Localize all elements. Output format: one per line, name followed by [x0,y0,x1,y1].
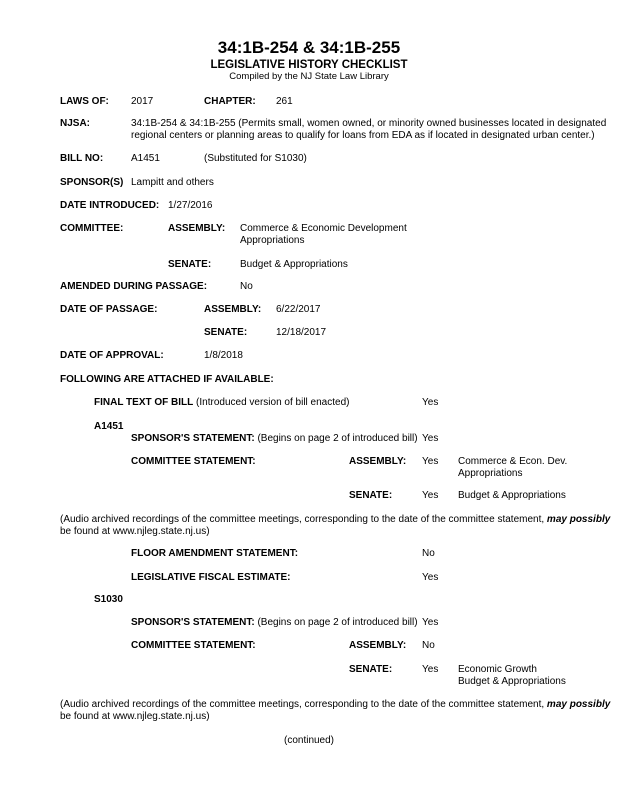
compiled-by: Compiled by the NJ State Law Library [229,71,389,82]
a1451-senate-value: Yes [422,490,439,501]
laws-of-label: LAWS OF: [60,96,109,107]
amended-label: AMENDED DURING PASSAGE: [60,281,208,292]
a1451-committee-label: COMMITTEE STATEMENT: [131,456,256,467]
passage-senate-label: SENATE: [204,327,248,338]
committee-assembly-line-1: Commerce & Economic Development [240,223,407,234]
a1451-sponsor-value: Yes [422,433,439,444]
a1451-assembly-label: ASSEMBLY: [349,456,407,467]
continued-footer: (continued) [283,735,335,746]
a1451-sponsor-label: SPONSOR'S STATEMENT: [131,433,255,444]
s1030-sponsor-value: Yes [422,617,439,628]
audio-note-2-line-2: be found at www.njleg.state.nj.us) [60,711,210,722]
final-text-value: Yes [422,397,439,408]
audio-note-2-text: (Audio archived recordings of the committee meetings, corresponding to the date of the committee statement, [60,699,547,710]
date-introduced-label: DATE INTRODUCED: [60,200,160,211]
njsa-line-2: regional centers or planning areas to qualify for loans from EDA as if located in designated urban center.) [131,130,595,141]
committee-senate-label: SENATE: [168,259,212,270]
s1030-assembly-value: No [422,640,435,651]
bill-no-note: (Substituted for S1030) [204,153,307,164]
passage-senate-value: 12/18/2017 [276,327,327,338]
final-text-note: (Introduced version of bill enacted) [193,397,350,408]
a1451-sponsor-row [131,433,418,445]
a1451-senate-label: SENATE: [349,490,393,501]
audio-note-2-line-1 [60,699,610,711]
chapter-value: 261 [276,96,293,107]
committee-label: COMMITTEE: [60,223,124,234]
committee-assembly-label: ASSEMBLY: [168,223,226,234]
page-title: 34:1B-254 & 34:1B-255 [217,38,401,57]
s1030-sponsor-row [131,617,418,629]
sponsors-value: Lampitt and others [131,177,214,188]
date-introduced-value: 1/27/2016 [168,200,213,211]
audio-note-text: (Audio archived recordings of the committee meetings, corresponding to the date of the committee statement, [60,514,547,525]
a1451-sponsor-note: (Begins on page 2 of introduced bill) [254,433,418,444]
fiscal-estimate-label: LEGISLATIVE FISCAL ESTIMATE: [131,572,291,583]
audio-note-line-2: be found at www.njleg.state.nj.us) [60,526,210,537]
s1030-sponsor-note: (Begins on page 2 of introduced bill) [254,617,418,628]
committee-assembly-line-2: Appropriations [240,235,305,246]
a1451-assembly-line-1: Commerce & Econ. Dev. [458,456,568,467]
s1030-senate-label: SENATE: [349,664,393,675]
final-text-row [94,397,349,409]
chapter-label: CHAPTER: [204,96,256,107]
bill-no-label: BILL NO: [60,153,104,164]
attached-heading: FOLLOWING ARE ATTACHED IF AVAILABLE: [60,374,274,385]
laws-of-value: 2017 [131,96,154,107]
audio-note-emphasis: may possibly [546,514,611,525]
passage-assembly-label: ASSEMBLY: [204,304,262,315]
s1030-heading: S1030 [94,594,123,605]
sponsors-label: SPONSOR(S) [60,177,124,188]
bill-no-value: A1451 [131,153,160,164]
amended-value: No [240,281,253,292]
s1030-sponsor-label: SPONSOR'S STATEMENT: [131,617,255,628]
final-text-label: FINAL TEXT OF BILL [94,397,194,408]
floor-amendment-value: No [422,548,435,559]
approval-label: DATE OF APPROVAL: [60,350,164,361]
fiscal-estimate-value: Yes [422,572,439,583]
floor-amendment-label: FLOOR AMENDMENT STATEMENT: [131,548,299,559]
approval-value: 1/8/2018 [204,350,243,361]
njsa-label: NJSA: [60,118,91,129]
passage-assembly-value: 6/22/2017 [276,304,321,315]
passage-label: DATE OF PASSAGE: [60,304,158,315]
s1030-senate-line-1: Economic Growth [458,664,537,675]
s1030-assembly-label: ASSEMBLY: [349,640,407,651]
a1451-senate-committee: Budget & Appropriations [458,490,566,501]
committee-senate-value: Budget & Appropriations [240,259,348,270]
s1030-senate-line-2: Budget & Appropriations [458,676,566,687]
audio-note-2-emphasis: may possibly [546,699,611,710]
audio-note-line-1 [60,514,610,526]
njsa-line-1: 34:1B-254 & 34:1B-255 (Permits small, women owned, or minority owned businesses located in designated [131,118,607,129]
s1030-senate-value: Yes [422,664,439,675]
page-subtitle: LEGISLATIVE HISTORY CHECKLIST [210,59,408,71]
a1451-assembly-line-2: Appropriations [458,468,523,479]
a1451-assembly-value: Yes [422,456,439,467]
a1451-heading: A1451 [94,421,124,432]
s1030-committee-label: COMMITTEE STATEMENT: [131,640,256,651]
